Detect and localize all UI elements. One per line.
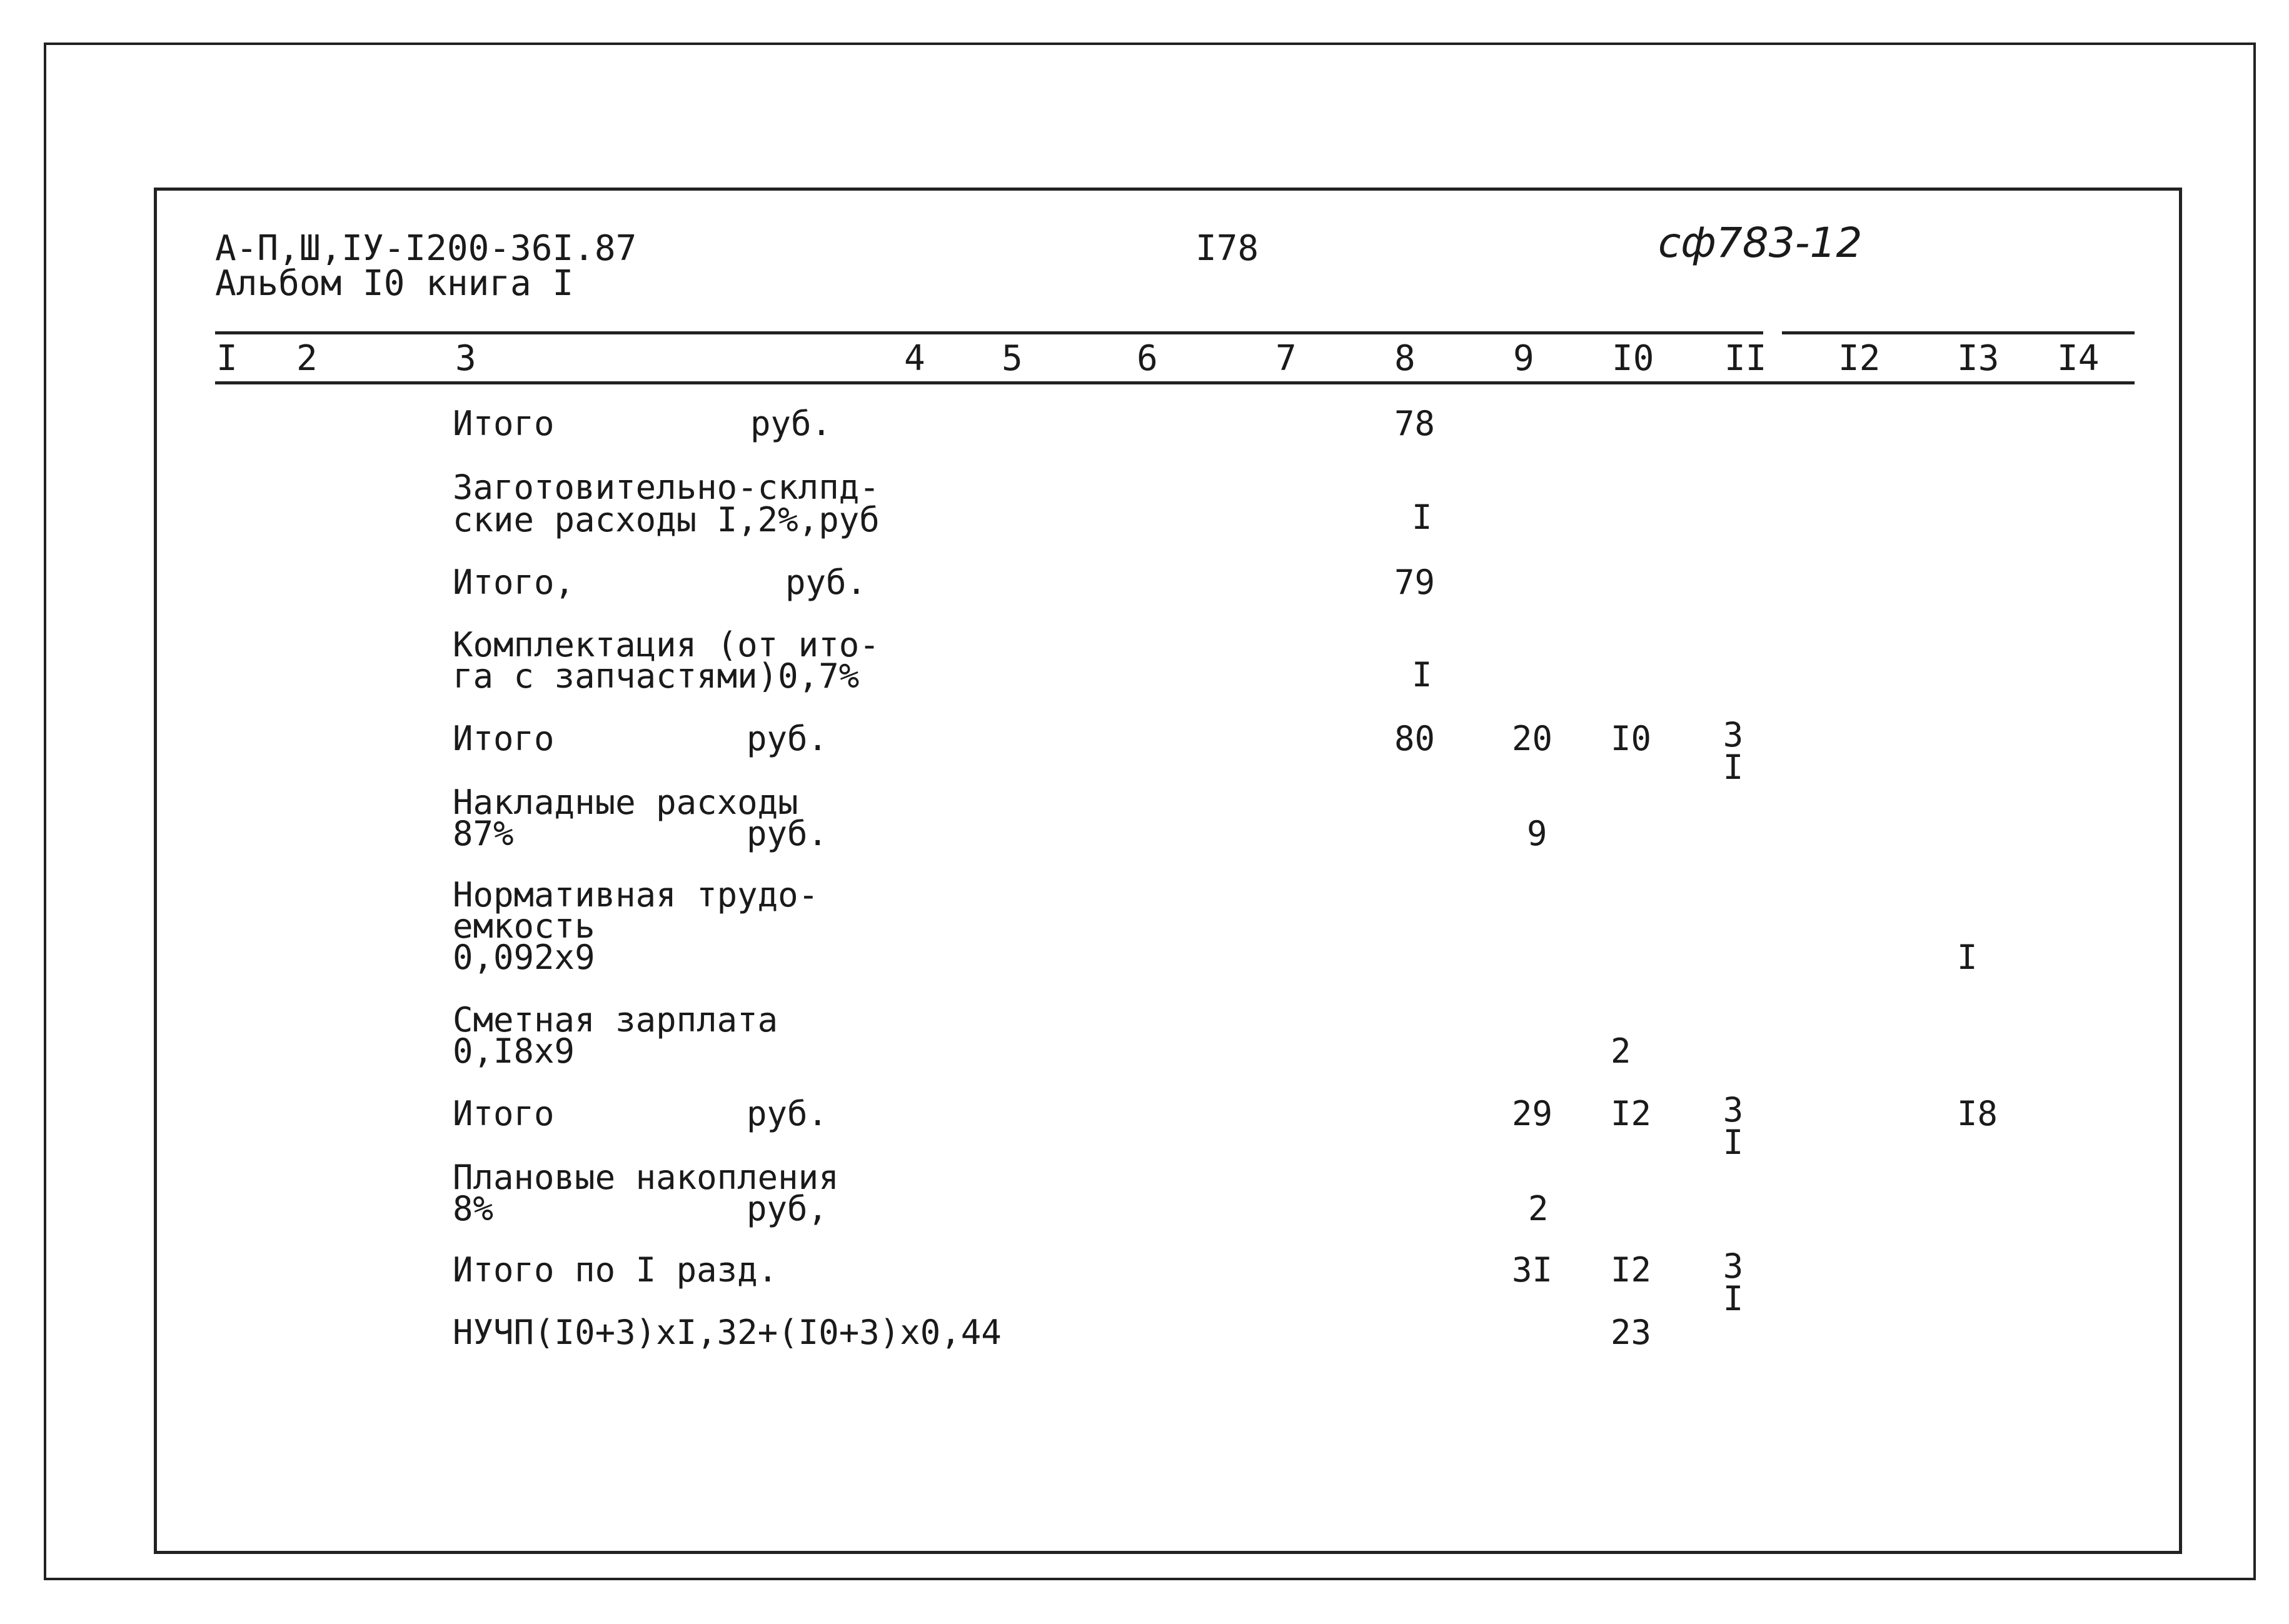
fraction-denominator: I <box>1723 748 1744 787</box>
header-rule-top-left <box>215 331 1763 334</box>
column-number: I <box>216 338 238 379</box>
handwritten-stamp: сф783-12 <box>1658 219 1863 267</box>
cell-col8: 78 <box>1394 404 1436 443</box>
row-label: Итого <box>453 719 555 758</box>
row-label: Итого по I разд. <box>453 1250 778 1290</box>
row-label-line3: 0,092х9 <box>453 938 595 977</box>
cell-col9: 2 <box>1528 1189 1549 1228</box>
cell-col11-fraction <box>1721 1246 1746 1318</box>
column-number: 7 <box>1275 338 1297 379</box>
cell-col13: I <box>1957 938 1978 977</box>
row-label-line2: 0,I8х9 <box>453 1031 575 1071</box>
column-number: 9 <box>1513 338 1534 379</box>
column-number: 2 <box>296 338 318 379</box>
fraction-numerator: 3 <box>1723 715 1744 754</box>
row-unit: руб, <box>747 1189 828 1228</box>
row-label-line2: 8% <box>453 1189 494 1228</box>
column-number: I4 <box>2057 338 2100 379</box>
row-unit: руб. <box>785 563 867 602</box>
column-number: II <box>1724 338 1767 379</box>
column-number: 4 <box>904 338 925 379</box>
cell-col11-fraction <box>1721 715 1746 787</box>
page-number: I78 <box>1195 228 1259 269</box>
row-label-line2: емкость <box>453 906 595 946</box>
cell-col13: I8 <box>1957 1094 1998 1133</box>
row-label: Сметная зарплата <box>453 1000 778 1040</box>
column-number: I0 <box>1612 338 1654 379</box>
cell-col10: I2 <box>1611 1094 1652 1133</box>
row-unit: руб. <box>747 719 828 758</box>
cell-col8: I <box>1412 655 1432 694</box>
document-code: А-П,Ш,IУ-I200-36I.87 <box>215 228 637 269</box>
row-unit: руб. <box>750 404 832 443</box>
row-label-line2: га с запчастями)0,7% <box>453 656 860 696</box>
row-label: Нормативная трудо- <box>453 875 819 915</box>
row-label-line2: ские расходы I,2%,руб <box>453 500 880 539</box>
cell-col8: 79 <box>1394 563 1436 602</box>
row-label: Итого, <box>453 563 575 602</box>
fraction-numerator: 3 <box>1723 1246 1744 1286</box>
cell-col10: I0 <box>1611 719 1652 758</box>
cell-col10: I2 <box>1611 1250 1652 1290</box>
row-unit: руб. <box>747 1094 828 1133</box>
column-number: 8 <box>1394 338 1416 379</box>
column-number: I2 <box>1838 338 1881 379</box>
header-rule-top-right <box>1782 331 2135 334</box>
column-number: 6 <box>1137 338 1158 379</box>
cell-col9: 20 <box>1512 719 1553 758</box>
row-label: Комплектация (от ито- <box>453 625 880 664</box>
row-label-line2: 87% <box>453 814 514 853</box>
cell-col11-fraction <box>1721 1090 1746 1162</box>
cell-col9: 9 <box>1527 814 1547 853</box>
cell-col10: 2 <box>1611 1031 1631 1071</box>
fraction-denominator: I <box>1723 1123 1744 1162</box>
cell-col8: I <box>1412 498 1432 537</box>
row-label: НУЧП(I0+3)хI,32+(I0+3)х0,44 <box>453 1313 1002 1352</box>
row-label: Накладные расходы <box>453 783 798 822</box>
cell-col10: 23 <box>1611 1313 1652 1352</box>
row-label: Плановые накопления <box>453 1158 839 1197</box>
fraction-numerator: 3 <box>1723 1090 1744 1130</box>
row-label: Итого <box>453 1094 555 1133</box>
cell-col9: 29 <box>1512 1094 1553 1133</box>
column-number: I3 <box>1957 338 2000 379</box>
cell-col9: 3I <box>1512 1250 1553 1290</box>
fraction-denominator: I <box>1723 1279 1744 1318</box>
row-label: Итого <box>453 404 555 443</box>
column-number: 5 <box>1002 338 1023 379</box>
header-rule-bottom <box>215 381 2135 384</box>
cell-col8: 80 <box>1394 719 1436 758</box>
row-label: Заготовительно-склпд- <box>453 468 880 507</box>
album-label: Альбом I0 книга I <box>215 263 574 304</box>
column-number: 3 <box>455 338 476 379</box>
row-unit: руб. <box>747 814 828 853</box>
